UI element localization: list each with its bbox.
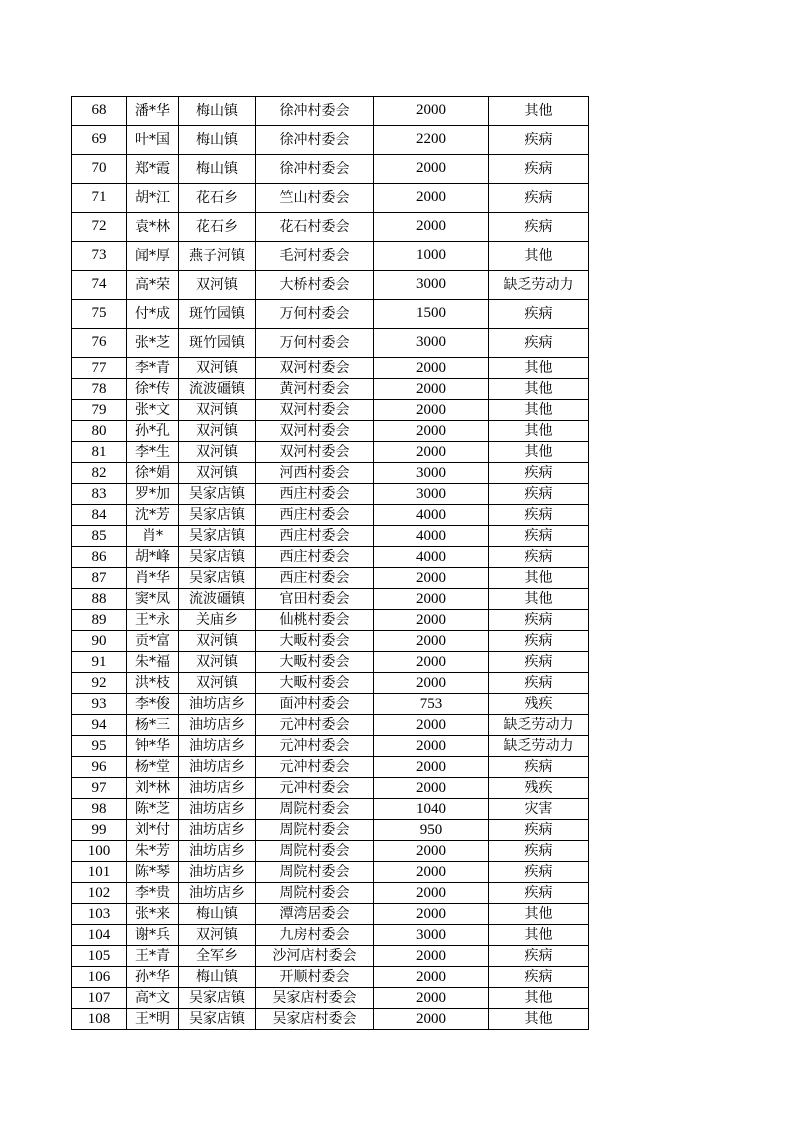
row-number-cell: 107	[72, 988, 127, 1009]
township-cell: 吴家店镇	[179, 505, 256, 526]
table-row	[72, 694, 589, 715]
name-cell: 朱*福	[127, 652, 179, 673]
amount-cell: 2000	[374, 946, 489, 967]
row-number-cell: 89	[72, 610, 127, 631]
amount-cell: 2000	[374, 97, 489, 126]
table-row	[72, 329, 589, 358]
township-cell: 全军乡	[179, 946, 256, 967]
row-number-cell: 91	[72, 652, 127, 673]
reason-cell: 其他	[489, 925, 589, 946]
amount-cell: 2200	[374, 126, 489, 155]
amount-cell: 2000	[374, 757, 489, 778]
row-number-cell: 100	[72, 841, 127, 862]
row-number-cell: 68	[72, 97, 127, 126]
row-number-cell: 83	[72, 484, 127, 505]
reason-cell: 缺乏劳动力	[489, 715, 589, 736]
reason-cell: 疾病	[489, 213, 589, 242]
row-number-cell: 92	[72, 673, 127, 694]
table-row	[72, 213, 589, 242]
reason-cell: 其他	[489, 1009, 589, 1030]
township-cell: 流波礓镇	[179, 589, 256, 610]
village-committee-cell: 西庄村委会	[256, 484, 374, 505]
row-number-cell: 79	[72, 400, 127, 421]
reason-cell: 其他	[489, 988, 589, 1009]
village-committee-cell: 元冲村委会	[256, 757, 374, 778]
table-row	[72, 631, 589, 652]
row-number-cell: 106	[72, 967, 127, 988]
row-number-cell: 101	[72, 862, 127, 883]
name-cell: 胡*峰	[127, 547, 179, 568]
name-cell: 李*生	[127, 442, 179, 463]
name-cell: 徐*传	[127, 379, 179, 400]
amount-cell: 2000	[374, 841, 489, 862]
row-number-cell: 88	[72, 589, 127, 610]
row-number-cell: 74	[72, 271, 127, 300]
table-row	[72, 883, 589, 904]
row-number-cell: 87	[72, 568, 127, 589]
row-number-cell: 99	[72, 820, 127, 841]
table-row	[72, 799, 589, 820]
row-number-cell: 78	[72, 379, 127, 400]
table-row	[72, 484, 589, 505]
row-number-cell: 86	[72, 547, 127, 568]
township-cell: 双河镇	[179, 400, 256, 421]
name-cell: 袁*林	[127, 213, 179, 242]
village-committee-cell: 徐冲村委会	[256, 155, 374, 184]
name-cell: 肖*	[127, 526, 179, 547]
name-cell: 朱*芳	[127, 841, 179, 862]
table-row	[72, 300, 589, 329]
row-number-cell: 96	[72, 757, 127, 778]
amount-cell: 4000	[374, 505, 489, 526]
reason-cell: 其他	[489, 358, 589, 379]
table-row	[72, 1009, 589, 1030]
name-cell: 徐*娟	[127, 463, 179, 484]
reason-cell: 疾病	[489, 547, 589, 568]
name-cell: 张*来	[127, 904, 179, 925]
village-committee-cell: 徐冲村委会	[256, 97, 374, 126]
table-row	[72, 505, 589, 526]
name-cell: 杨*三	[127, 715, 179, 736]
amount-cell: 2000	[374, 631, 489, 652]
table-row	[72, 126, 589, 155]
name-cell: 张*文	[127, 400, 179, 421]
row-number-cell: 81	[72, 442, 127, 463]
village-committee-cell: 周院村委会	[256, 799, 374, 820]
row-number-cell: 93	[72, 694, 127, 715]
reason-cell: 疾病	[489, 610, 589, 631]
amount-cell: 753	[374, 694, 489, 715]
amount-cell: 1040	[374, 799, 489, 820]
name-cell: 叶*国	[127, 126, 179, 155]
reason-cell: 疾病	[489, 757, 589, 778]
township-cell: 油坊店乡	[179, 883, 256, 904]
name-cell: 高*文	[127, 988, 179, 1009]
township-cell: 双河镇	[179, 673, 256, 694]
amount-cell: 2000	[374, 778, 489, 799]
row-number-cell: 90	[72, 631, 127, 652]
reason-cell: 其他	[489, 379, 589, 400]
table-row	[72, 155, 589, 184]
name-cell: 王*永	[127, 610, 179, 631]
amount-cell: 3000	[374, 463, 489, 484]
amount-cell: 2000	[374, 862, 489, 883]
amount-cell: 2000	[374, 400, 489, 421]
village-committee-cell: 周院村委会	[256, 820, 374, 841]
name-cell: 闻*厚	[127, 242, 179, 271]
amount-cell: 2000	[374, 1009, 489, 1030]
reason-cell: 疾病	[489, 841, 589, 862]
name-cell: 李*青	[127, 358, 179, 379]
amount-cell: 2000	[374, 442, 489, 463]
village-committee-cell: 元冲村委会	[256, 736, 374, 757]
township-cell: 油坊店乡	[179, 757, 256, 778]
township-cell: 梅山镇	[179, 904, 256, 925]
reason-cell: 其他	[489, 589, 589, 610]
amount-cell: 2000	[374, 988, 489, 1009]
village-committee-cell: 九房村委会	[256, 925, 374, 946]
table-row	[72, 97, 589, 126]
amount-cell: 2000	[374, 155, 489, 184]
reason-cell: 其他	[489, 568, 589, 589]
amount-cell: 2000	[374, 652, 489, 673]
name-cell: 李*贵	[127, 883, 179, 904]
row-number-cell: 73	[72, 242, 127, 271]
amount-cell: 1000	[374, 242, 489, 271]
reason-cell: 疾病	[489, 329, 589, 358]
township-cell: 双河镇	[179, 421, 256, 442]
name-cell: 谢*兵	[127, 925, 179, 946]
table-row	[72, 715, 589, 736]
table-row	[72, 184, 589, 213]
table-row	[72, 757, 589, 778]
reason-cell: 疾病	[489, 862, 589, 883]
village-committee-cell: 双河村委会	[256, 358, 374, 379]
name-cell: 贡*富	[127, 631, 179, 652]
row-number-cell: 77	[72, 358, 127, 379]
village-committee-cell: 开顺村委会	[256, 967, 374, 988]
township-cell: 吴家店镇	[179, 547, 256, 568]
amount-cell: 2000	[374, 421, 489, 442]
table-row	[72, 400, 589, 421]
table-row	[72, 925, 589, 946]
table-row	[72, 610, 589, 631]
table-row	[72, 652, 589, 673]
township-cell: 梅山镇	[179, 967, 256, 988]
reason-cell: 疾病	[489, 184, 589, 213]
village-committee-cell: 吴家店村委会	[256, 1009, 374, 1030]
row-number-cell: 75	[72, 300, 127, 329]
township-cell: 流波礓镇	[179, 379, 256, 400]
township-cell: 油坊店乡	[179, 778, 256, 799]
village-committee-cell: 毛河村委会	[256, 242, 374, 271]
reason-cell: 疾病	[489, 300, 589, 329]
amount-cell: 3000	[374, 271, 489, 300]
table-row	[72, 820, 589, 841]
row-number-cell: 104	[72, 925, 127, 946]
name-cell: 肖*华	[127, 568, 179, 589]
row-number-cell: 72	[72, 213, 127, 242]
reason-cell: 疾病	[489, 883, 589, 904]
table-row	[72, 946, 589, 967]
reason-cell: 缺乏劳动力	[489, 271, 589, 300]
name-cell: 刘*林	[127, 778, 179, 799]
table-row	[72, 862, 589, 883]
reason-cell: 残疾	[489, 694, 589, 715]
name-cell: 王*青	[127, 946, 179, 967]
name-cell: 钟*华	[127, 736, 179, 757]
township-cell: 梅山镇	[179, 155, 256, 184]
name-cell: 李*俊	[127, 694, 179, 715]
name-cell: 杨*堂	[127, 757, 179, 778]
row-number-cell: 70	[72, 155, 127, 184]
amount-cell: 1500	[374, 300, 489, 329]
row-number-cell: 80	[72, 421, 127, 442]
relief-recipient-table	[71, 96, 589, 1030]
table-row	[72, 358, 589, 379]
table-row	[72, 526, 589, 547]
reason-cell: 疾病	[489, 505, 589, 526]
reason-cell: 疾病	[489, 155, 589, 184]
village-committee-cell: 仙桃村委会	[256, 610, 374, 631]
village-committee-cell: 西庄村委会	[256, 568, 374, 589]
reason-cell: 疾病	[489, 820, 589, 841]
table-row	[72, 421, 589, 442]
amount-cell: 3000	[374, 329, 489, 358]
village-committee-cell: 西庄村委会	[256, 505, 374, 526]
township-cell: 斑竹园镇	[179, 329, 256, 358]
table-row	[72, 988, 589, 1009]
row-number-cell: 97	[72, 778, 127, 799]
row-number-cell: 102	[72, 883, 127, 904]
name-cell: 付*成	[127, 300, 179, 329]
township-cell: 油坊店乡	[179, 715, 256, 736]
reason-cell: 疾病	[489, 526, 589, 547]
village-committee-cell: 潭湾居委会	[256, 904, 374, 925]
village-committee-cell: 周院村委会	[256, 862, 374, 883]
name-cell: 孙*华	[127, 967, 179, 988]
reason-cell: 其他	[489, 400, 589, 421]
village-committee-cell: 双河村委会	[256, 421, 374, 442]
name-cell: 孙*孔	[127, 421, 179, 442]
amount-cell: 4000	[374, 526, 489, 547]
name-cell: 潘*华	[127, 97, 179, 126]
village-committee-cell: 大畈村委会	[256, 631, 374, 652]
table-row	[72, 736, 589, 757]
village-committee-cell: 西庄村委会	[256, 526, 374, 547]
township-cell: 关庙乡	[179, 610, 256, 631]
reason-cell: 疾病	[489, 652, 589, 673]
village-committee-cell: 元冲村委会	[256, 715, 374, 736]
row-number-cell: 98	[72, 799, 127, 820]
name-cell: 沈*芳	[127, 505, 179, 526]
village-committee-cell: 万何村委会	[256, 329, 374, 358]
village-committee-cell: 花石村委会	[256, 213, 374, 242]
table-row	[72, 673, 589, 694]
township-cell: 油坊店乡	[179, 736, 256, 757]
amount-cell: 2000	[374, 610, 489, 631]
amount-cell: 2000	[374, 379, 489, 400]
table-row	[72, 379, 589, 400]
village-committee-cell: 元冲村委会	[256, 778, 374, 799]
village-committee-cell: 万何村委会	[256, 300, 374, 329]
amount-cell: 2000	[374, 568, 489, 589]
name-cell: 高*荣	[127, 271, 179, 300]
amount-cell: 3000	[374, 925, 489, 946]
village-committee-cell: 大畈村委会	[256, 673, 374, 694]
table-row	[72, 841, 589, 862]
amount-cell: 950	[374, 820, 489, 841]
township-cell: 吴家店镇	[179, 568, 256, 589]
township-cell: 燕子河镇	[179, 242, 256, 271]
row-number-cell: 85	[72, 526, 127, 547]
row-number-cell: 84	[72, 505, 127, 526]
name-cell: 窦*凤	[127, 589, 179, 610]
row-number-cell: 71	[72, 184, 127, 213]
village-committee-cell: 大桥村委会	[256, 271, 374, 300]
township-cell: 梅山镇	[179, 126, 256, 155]
amount-cell: 2000	[374, 883, 489, 904]
amount-cell: 2000	[374, 715, 489, 736]
amount-cell: 2000	[374, 904, 489, 925]
reason-cell: 其他	[489, 97, 589, 126]
village-committee-cell: 吴家店村委会	[256, 988, 374, 1009]
name-cell: 郑*霞	[127, 155, 179, 184]
township-cell: 吴家店镇	[179, 526, 256, 547]
table-row	[72, 442, 589, 463]
table-row	[72, 589, 589, 610]
village-committee-cell: 沙河店村委会	[256, 946, 374, 967]
row-number-cell: 94	[72, 715, 127, 736]
name-cell: 罗*加	[127, 484, 179, 505]
township-cell: 双河镇	[179, 652, 256, 673]
township-cell: 吴家店镇	[179, 1009, 256, 1030]
village-committee-cell: 周院村委会	[256, 841, 374, 862]
village-committee-cell: 双河村委会	[256, 442, 374, 463]
reason-cell: 缺乏劳动力	[489, 736, 589, 757]
row-number-cell: 82	[72, 463, 127, 484]
reason-cell: 疾病	[489, 126, 589, 155]
township-cell: 花石乡	[179, 213, 256, 242]
row-number-cell: 105	[72, 946, 127, 967]
amount-cell: 3000	[374, 484, 489, 505]
village-committee-cell: 竺山村委会	[256, 184, 374, 213]
township-cell: 双河镇	[179, 463, 256, 484]
table-row	[72, 463, 589, 484]
amount-cell: 2000	[374, 589, 489, 610]
village-committee-cell: 面冲村委会	[256, 694, 374, 715]
reason-cell: 疾病	[489, 946, 589, 967]
township-cell: 油坊店乡	[179, 799, 256, 820]
township-cell: 花石乡	[179, 184, 256, 213]
table-row	[72, 904, 589, 925]
amount-cell: 2000	[374, 213, 489, 242]
township-cell: 油坊店乡	[179, 694, 256, 715]
township-cell: 梅山镇	[179, 97, 256, 126]
village-committee-cell: 黄河村委会	[256, 379, 374, 400]
table-row	[72, 967, 589, 988]
table-row	[72, 778, 589, 799]
table-row	[72, 568, 589, 589]
village-committee-cell: 大畈村委会	[256, 652, 374, 673]
reason-cell: 疾病	[489, 673, 589, 694]
amount-cell: 2000	[374, 358, 489, 379]
row-number-cell: 69	[72, 126, 127, 155]
name-cell: 胡*江	[127, 184, 179, 213]
township-cell: 吴家店镇	[179, 484, 256, 505]
reason-cell: 其他	[489, 242, 589, 271]
reason-cell: 疾病	[489, 967, 589, 988]
reason-cell: 残疾	[489, 778, 589, 799]
name-cell: 陈*琴	[127, 862, 179, 883]
reason-cell: 其他	[489, 904, 589, 925]
amount-cell: 4000	[374, 547, 489, 568]
township-cell: 双河镇	[179, 631, 256, 652]
amount-cell: 2000	[374, 736, 489, 757]
reason-cell: 疾病	[489, 463, 589, 484]
township-cell: 斑竹园镇	[179, 300, 256, 329]
row-number-cell: 108	[72, 1009, 127, 1030]
amount-cell: 2000	[374, 967, 489, 988]
township-cell: 油坊店乡	[179, 862, 256, 883]
reason-cell: 灾害	[489, 799, 589, 820]
township-cell: 吴家店镇	[179, 988, 256, 1009]
reason-cell: 疾病	[489, 484, 589, 505]
village-committee-cell: 周院村委会	[256, 883, 374, 904]
row-number-cell: 76	[72, 329, 127, 358]
table-body	[72, 97, 589, 1030]
village-committee-cell: 徐冲村委会	[256, 126, 374, 155]
row-number-cell: 103	[72, 904, 127, 925]
table-row	[72, 242, 589, 271]
table-row	[72, 547, 589, 568]
name-cell: 洪*枝	[127, 673, 179, 694]
name-cell: 张*芝	[127, 329, 179, 358]
village-committee-cell: 官田村委会	[256, 589, 374, 610]
name-cell: 陈*芝	[127, 799, 179, 820]
village-committee-cell: 河西村委会	[256, 463, 374, 484]
village-committee-cell: 西庄村委会	[256, 547, 374, 568]
amount-cell: 2000	[374, 673, 489, 694]
amount-cell: 2000	[374, 184, 489, 213]
table-row	[72, 271, 589, 300]
township-cell: 双河镇	[179, 271, 256, 300]
reason-cell: 其他	[489, 442, 589, 463]
township-cell: 油坊店乡	[179, 820, 256, 841]
township-cell: 双河镇	[179, 358, 256, 379]
reason-cell: 其他	[489, 421, 589, 442]
name-cell: 刘*付	[127, 820, 179, 841]
township-cell: 双河镇	[179, 925, 256, 946]
name-cell: 王*明	[127, 1009, 179, 1030]
township-cell: 双河镇	[179, 442, 256, 463]
township-cell: 油坊店乡	[179, 841, 256, 862]
reason-cell: 疾病	[489, 631, 589, 652]
village-committee-cell: 双河村委会	[256, 400, 374, 421]
row-number-cell: 95	[72, 736, 127, 757]
